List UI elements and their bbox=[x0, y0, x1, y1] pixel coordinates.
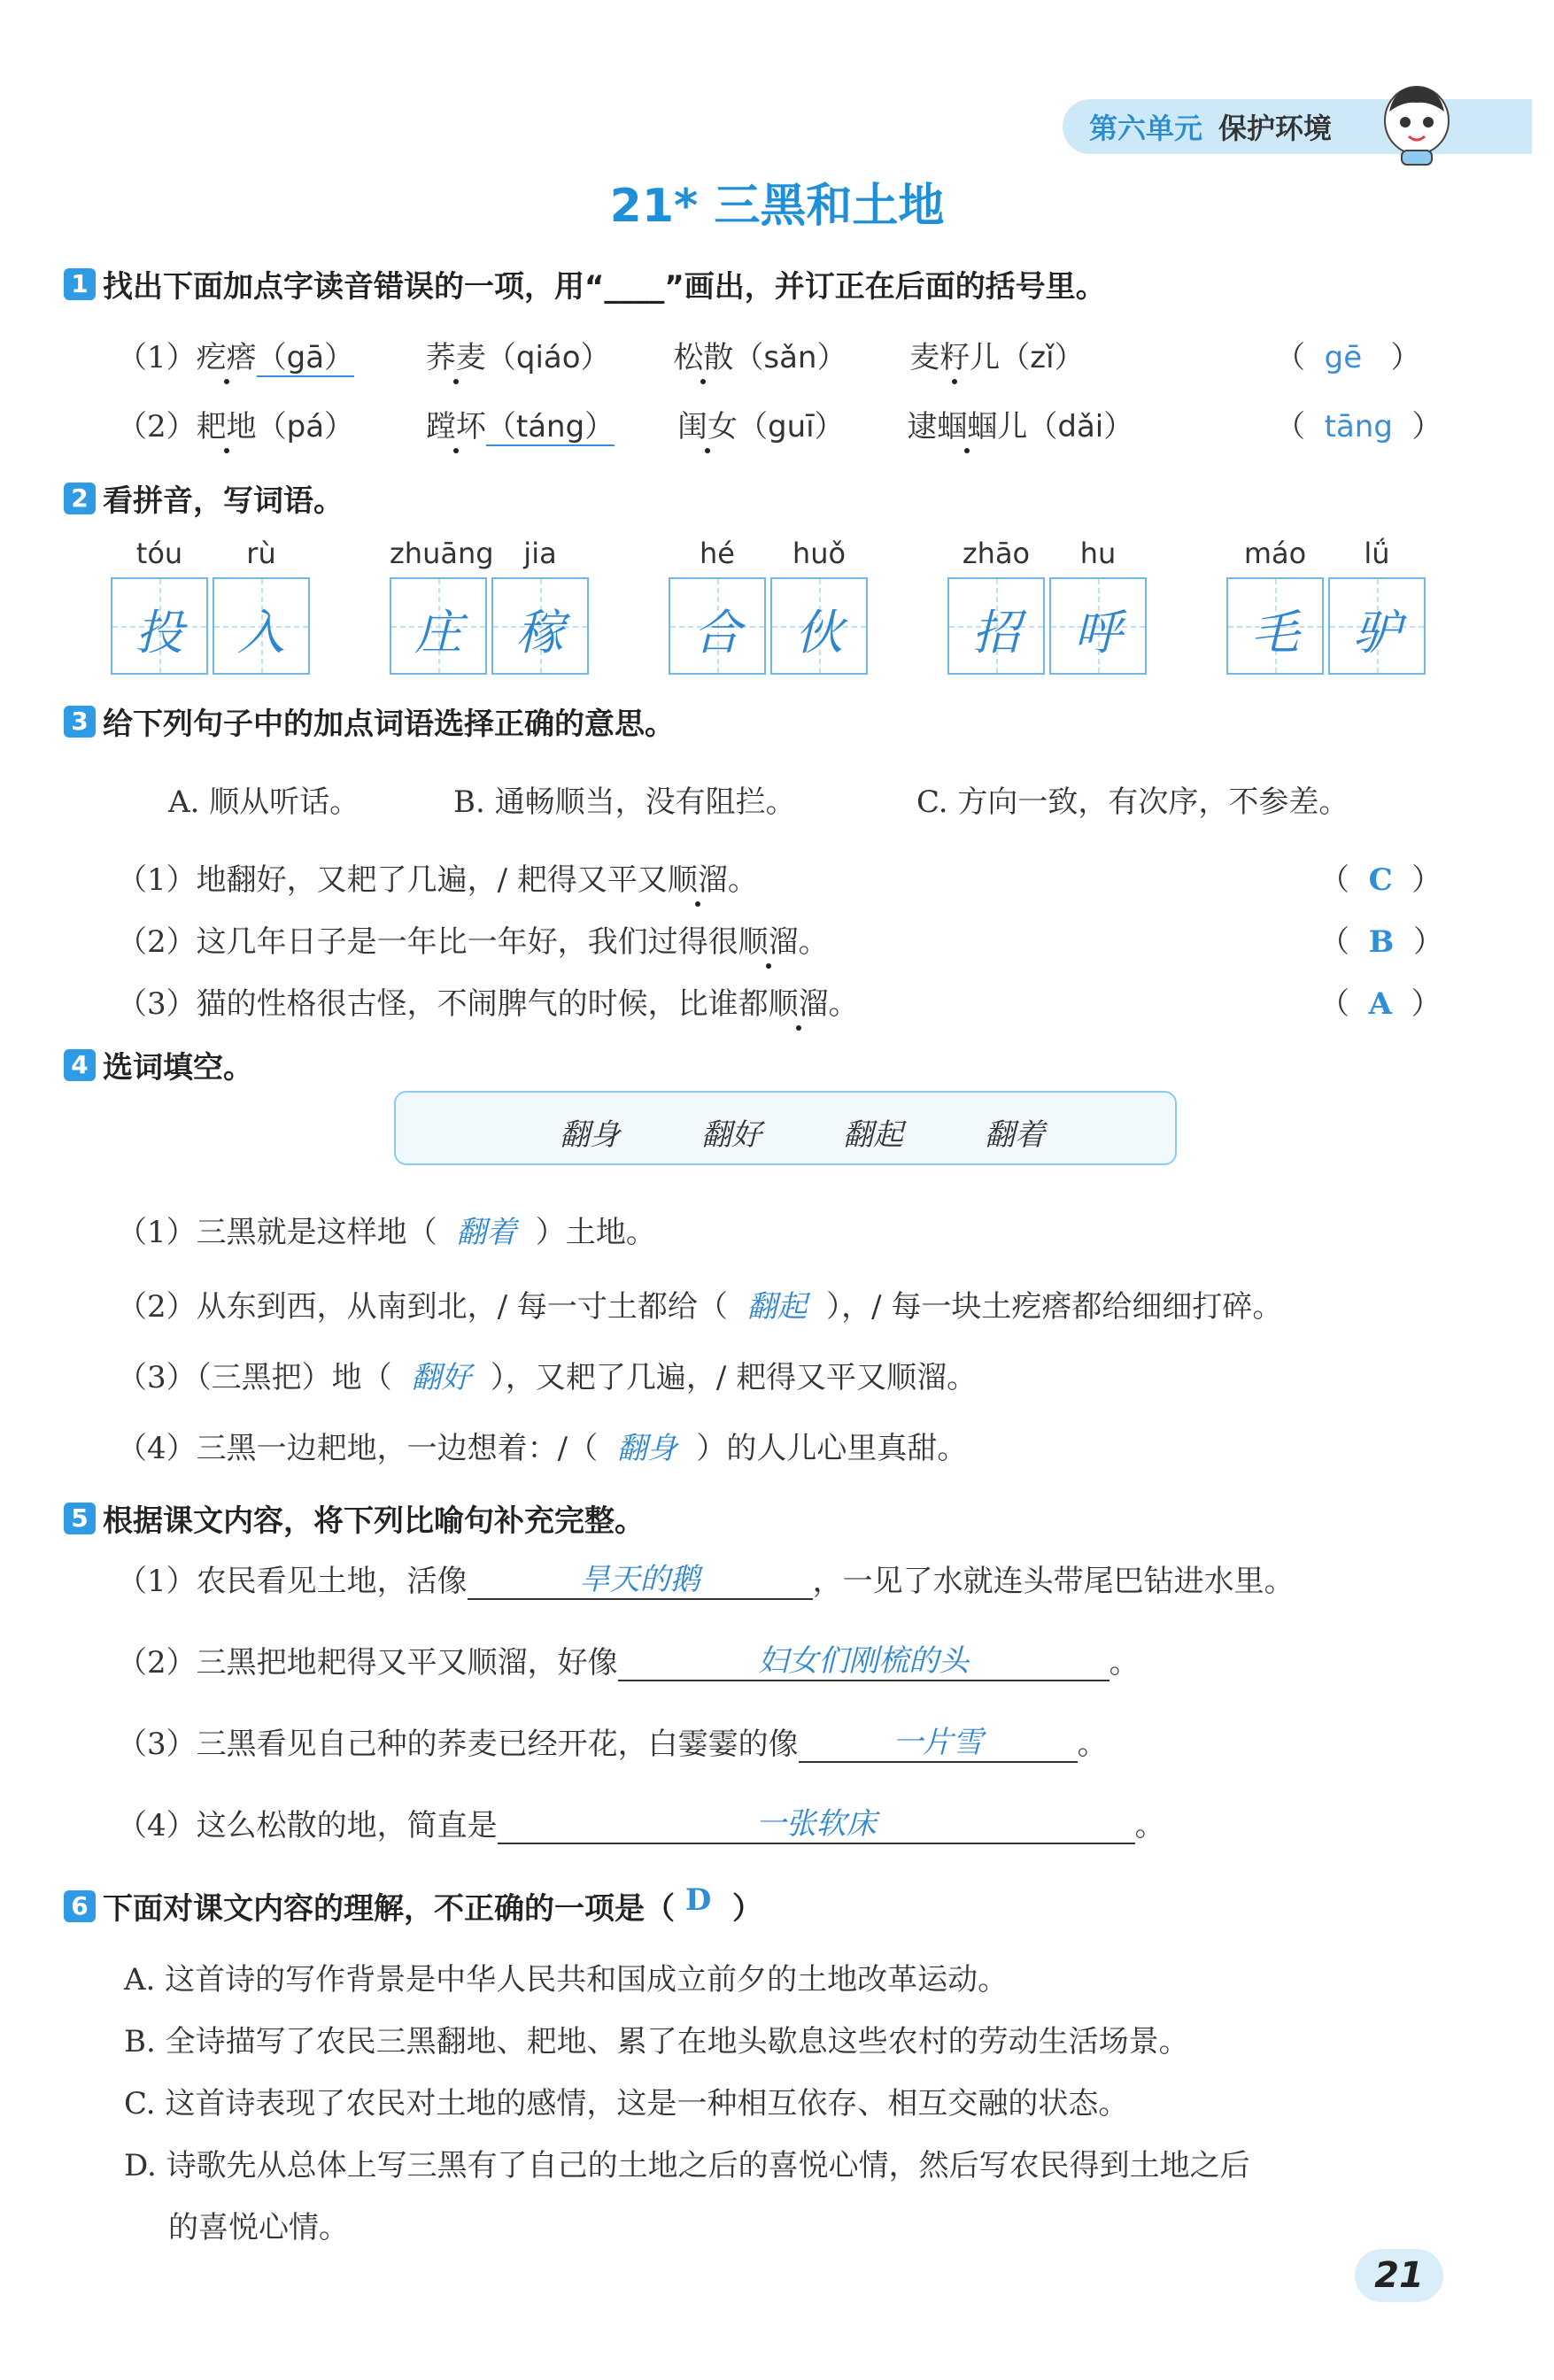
q3-answer-1: （ C ） bbox=[1319, 862, 1442, 898]
page-title: 21* 三黑和土地 bbox=[609, 180, 945, 233]
q4-line-2: （2）从东到西，从南到北，/ 每一寸土都给（ 翻起 ），/ 每一块土疙瘩都给细细打碎。 bbox=[117, 1289, 1283, 1325]
pinyin: tóu bbox=[135, 537, 183, 570]
q5-line-3: （3）三黑看见自己种的荞麦已经开花，白霎霎的像 一片雪 。 bbox=[117, 1718, 1108, 1763]
char-box: 合 bbox=[669, 577, 766, 675]
unit-header bbox=[1089, 106, 1332, 147]
q5-line-4: （4）这么松散的地，简直是 一张软床 。 bbox=[117, 1799, 1165, 1844]
char-box: 庄 bbox=[390, 577, 487, 675]
unit-label: 第六单元 bbox=[1089, 112, 1203, 145]
pinyin: zhāo bbox=[962, 537, 1031, 570]
pinyin: lǘ bbox=[1364, 537, 1390, 570]
pinyin: máo bbox=[1243, 537, 1307, 570]
word-bank-item: 翻起 bbox=[843, 1117, 903, 1153]
boy-mascot-icon bbox=[1377, 81, 1457, 166]
word-bank bbox=[394, 1091, 1177, 1165]
pinyin: rù bbox=[246, 537, 276, 570]
q1-row-1: （1）疙瘩（gā） 荞麦（qiáo） 松散（sǎn） 麦籽儿（zǐ） bbox=[117, 340, 1085, 375]
question-3-heading: 3 给下列句子中的加点词语选择正确的意思。 bbox=[64, 699, 675, 743]
word-bank-item: 翻着 bbox=[985, 1117, 1045, 1153]
q3-option-c: C. 方向一致，有次序，不参差。 bbox=[916, 784, 1349, 820]
word-bank-item: 翻好 bbox=[701, 1117, 762, 1153]
pinyin: jia bbox=[523, 537, 557, 570]
question-2-heading: 2 看拼音，写词语。 bbox=[64, 476, 344, 520]
char-box: 伙 bbox=[770, 577, 868, 675]
unit-theme: 保护环境 bbox=[1218, 112, 1333, 145]
q1-answer-2: （ tāng ） bbox=[1275, 409, 1442, 444]
q5-line-1: （1）农民看见土地，活像 旱天的鹅 ，一见了水就连头带尾巴钻进水里。 bbox=[117, 1555, 1295, 1600]
question-number: 1 bbox=[64, 268, 96, 300]
q5-line-2: （2）三黑把地耙得又平又顺溜，好像 妇女们刚梳的头 。 bbox=[117, 1636, 1140, 1681]
q6-option-a: A. 这首诗的写作背景是中华人民共和国成立前夕的土地改革运动。 bbox=[124, 1962, 1009, 1998]
question-6-heading: 6 下面对课文内容的理解，不正确的一项是（ D ） bbox=[64, 1882, 762, 1928]
q3-sentence-3: （3）猫的性格很古怪，不闹脾气的时候，比谁都顺溜。 bbox=[117, 986, 859, 1022]
pinyin: hu bbox=[1079, 537, 1117, 570]
q3-option-a: A. 顺从听话。 bbox=[168, 784, 360, 820]
q4-line-1: （1）三黑就是这样地（ 翻着 ）土地。 bbox=[117, 1215, 656, 1250]
char-box: 稼 bbox=[491, 577, 589, 675]
q1-row-2: （2）耙地（pá） 蹚坏（táng） 闺女（guī） 逮蝈蝈儿（dǎi） bbox=[117, 409, 1134, 444]
char-box: 呼 bbox=[1049, 577, 1147, 675]
char-box: 招 bbox=[947, 577, 1045, 675]
char-box: 毛 bbox=[1226, 577, 1324, 675]
page-number: 21 bbox=[1355, 2249, 1443, 2302]
q3-sentence-2: （2）这几年日子是一年比一年好，我们过得很顺溜。 bbox=[117, 924, 829, 960]
char-box: 投 bbox=[111, 577, 208, 675]
q6-option-d: D. 诗歌先从总体上写三黑有了自己的土地之后的喜悦心情，然后写农民得到土地之后 bbox=[124, 2148, 1250, 2183]
char-box: 入 bbox=[213, 577, 310, 675]
char-box: 驴 bbox=[1328, 577, 1426, 675]
pinyin: huǒ bbox=[792, 537, 847, 570]
q3-sentence-1: （1）地翻好，又耙了几遍，/ 耙得又平又顺溜。 bbox=[117, 862, 758, 898]
question-prompt: 找出下面加点字读音错误的一项，用“____”画出，并订正在后面的括号里。 bbox=[103, 269, 1106, 305]
q1-answer-1: （ gē ） bbox=[1275, 340, 1421, 375]
q3-answer-3: （ A ） bbox=[1319, 986, 1442, 1022]
question-4-heading: 4 选词填空。 bbox=[64, 1043, 253, 1086]
q3-option-b: B. 通畅顺当，没有阻拦。 bbox=[453, 784, 796, 820]
q3-answer-2: （ B ） bbox=[1319, 924, 1443, 960]
q6-option-c: C. 这首诗表现了农民对土地的感情，这是一种相互依存、相互交融的状态。 bbox=[124, 2086, 1129, 2121]
word-bank-item: 翻身 bbox=[560, 1117, 620, 1153]
q4-line-4: （4）三黑一边耙地，一边想着：/（ 翻身 ）的人儿心里真甜。 bbox=[117, 1431, 968, 1466]
question-5-heading: 5 根据课文内容，将下列比喻句补充完整。 bbox=[64, 1496, 645, 1540]
pinyin: hé bbox=[700, 537, 735, 570]
q6-option-d-cont: 的喜悦心情。 bbox=[168, 2210, 349, 2245]
question-1-heading bbox=[64, 262, 1106, 305]
pinyin: zhuāng bbox=[390, 537, 494, 570]
q4-line-3: （3）（三黑把）地（ 翻好 ），又耙了几遍，/ 耙得又平又顺溜。 bbox=[117, 1360, 978, 1395]
q6-option-b: B. 全诗描写了农民三黑翻地、耙地、累了在地头歇息这些农村的劳动生活场景。 bbox=[124, 2024, 1189, 2059]
